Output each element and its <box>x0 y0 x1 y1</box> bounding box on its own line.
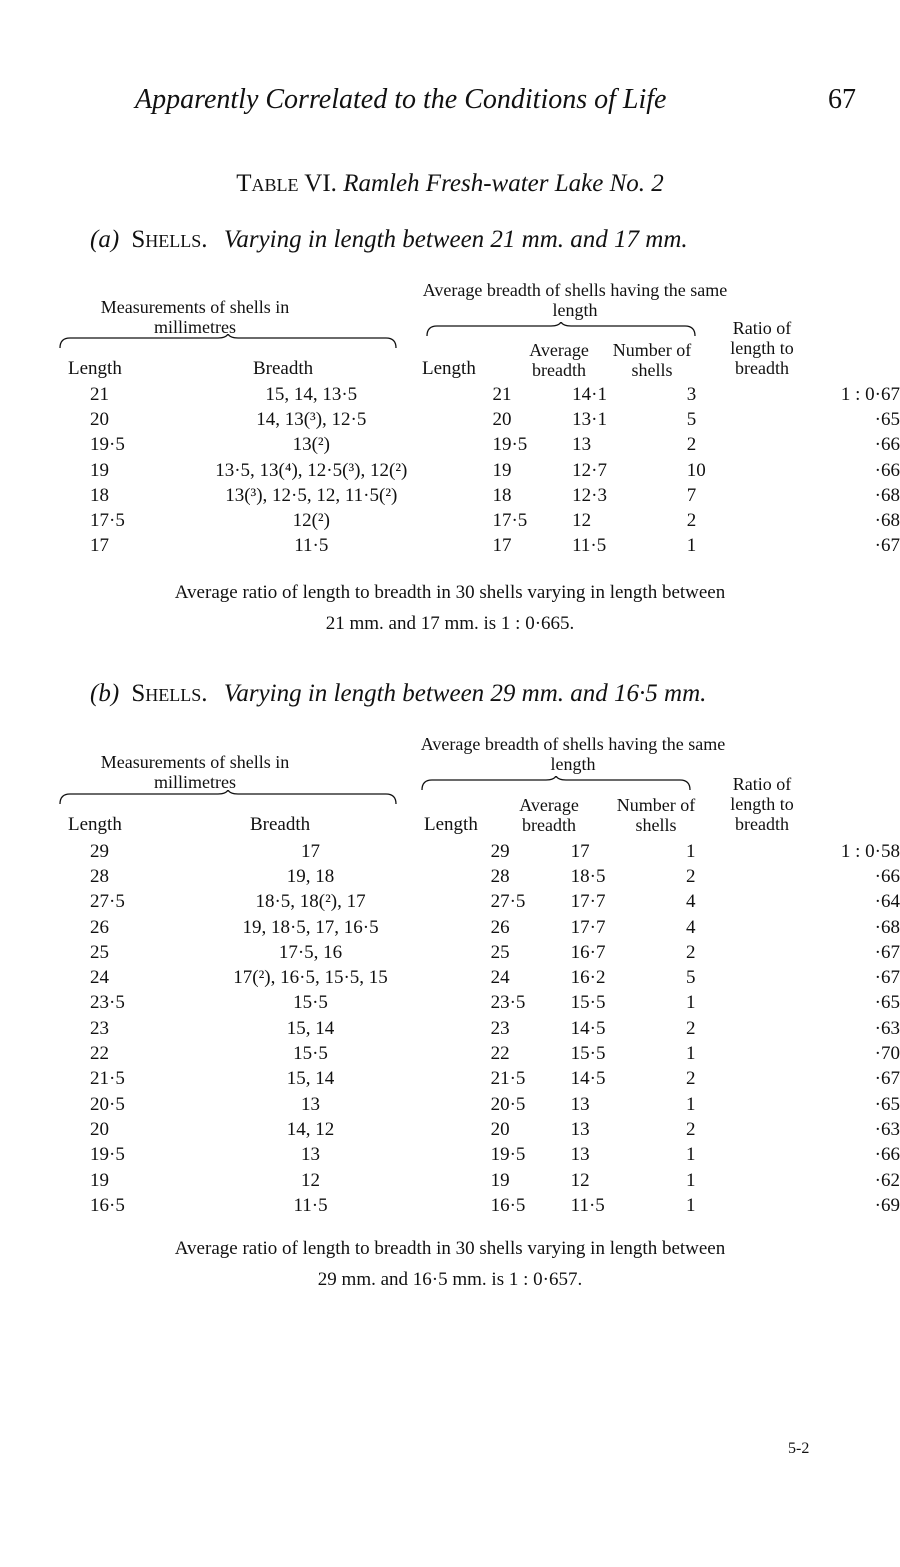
brace-measurements-b <box>58 790 398 806</box>
row-average-breadth: 13 <box>570 1093 590 1115</box>
table-row <box>0 382 900 407</box>
row-length2: 22 <box>490 1043 510 1065</box>
row-number-shells: 2 <box>686 1017 696 1039</box>
row-average-breadth: 13 <box>570 1118 590 1140</box>
row-average-breadth: 12 <box>572 510 592 532</box>
row-breadth: 14, 13(³), 12·5 <box>256 408 367 430</box>
row-length2: 19 <box>492 459 512 481</box>
row-length: 27·5 <box>90 891 125 913</box>
row-breadth: 11·5 <box>293 1194 328 1216</box>
row-average-breadth: 14·5 <box>570 1068 606 1090</box>
row-breadth: 14, 12 <box>286 1118 335 1140</box>
row-breadth: 13·5, 13(⁴), 12·5(³), 12(²) <box>215 459 408 481</box>
average-group-header-a: Average breadth of shells having the same length <box>422 280 728 320</box>
row-length: 17·5 <box>90 510 125 532</box>
table-row <box>0 839 900 864</box>
row-length: 24 <box>90 967 109 989</box>
row-number-shells: 4 <box>686 891 696 913</box>
row-ratio: ·69 <box>874 1194 900 1216</box>
row-length2: 20 <box>490 1118 510 1140</box>
row-average-breadth: 16·7 <box>570 941 606 963</box>
row-average-breadth: 13·1 <box>572 408 607 430</box>
table-row <box>0 915 900 940</box>
row-average-breadth: 14·5 <box>570 1017 606 1039</box>
row-length2: 16·5 <box>490 1194 526 1216</box>
row-ratio: ·66 <box>874 459 900 481</box>
row-length: 29 <box>90 840 109 862</box>
table-name: Ramleh Fresh-water Lake No. 2 <box>343 170 664 197</box>
row-number-shells: 1 <box>686 1169 696 1191</box>
table-row <box>0 864 900 889</box>
row-number-shells: 3 <box>686 383 697 405</box>
row-length: 16·5 <box>90 1194 125 1216</box>
row-length: 22 <box>90 1043 109 1065</box>
table-row <box>0 890 900 915</box>
row-length2: 27·5 <box>490 891 526 913</box>
row-length: 23 <box>90 1017 109 1039</box>
row-number-shells: 1 <box>686 840 696 862</box>
avg-breadth-header-a: Average breadth <box>529 340 589 380</box>
row-length2: 24 <box>490 967 510 989</box>
row-number-shells: 1 <box>686 1144 696 1166</box>
row-ratio: ·70 <box>874 1043 900 1065</box>
row-length: 20 <box>90 408 109 430</box>
row-ratio: 1 : 0·58 <box>840 840 900 862</box>
row-number-shells: 1 <box>686 1043 696 1065</box>
section-b-subtitle: Varying in length between 29 mm. and 16·5 mm. <box>223 680 707 707</box>
row-length2: 21 <box>492 383 512 405</box>
row-number-shells: 2 <box>686 941 696 963</box>
number-shells-header-b: Number of shells <box>616 795 696 835</box>
row-ratio: ·63 <box>874 1017 900 1039</box>
row-length2: 29 <box>490 840 510 862</box>
row-ratio: ·66 <box>874 434 900 456</box>
row-average-breadth: 18·5 <box>570 865 606 887</box>
row-average-breadth: 17·7 <box>570 891 606 913</box>
row-ratio: ·65 <box>874 408 900 430</box>
row-breadth: 18·5, 18(²), 17 <box>255 891 366 913</box>
row-breadth: 17·5, 16 <box>278 941 343 963</box>
section-b-title: Shells. <box>131 680 208 707</box>
table-row <box>0 458 900 483</box>
row-breadth: 17(²), 16·5, 15·5, 15 <box>233 967 388 989</box>
row-breadth: 15·5 <box>293 1043 328 1065</box>
row-average-breadth: 14·1 <box>572 383 607 405</box>
table-row <box>0 1092 900 1117</box>
avg-breadth-header-b: Average breadth <box>519 795 579 835</box>
row-length: 17 <box>90 535 109 557</box>
table-title <box>0 170 900 198</box>
row-length2: 19·5 <box>492 434 528 456</box>
note-b-line2: 29 mm. and 16·5 mm. is 1 : 0·657. <box>317 1269 583 1290</box>
row-ratio: ·68 <box>874 484 900 506</box>
note-a-line1: Average ratio of length to breadth in 30 shells varying in length between <box>174 582 726 603</box>
table-label: Table VI. <box>236 170 337 197</box>
table-row <box>0 483 900 508</box>
row-breadth: 12 <box>301 1169 321 1191</box>
row-breadth: 12(²) <box>292 510 330 532</box>
row-ratio: ·62 <box>874 1169 900 1191</box>
ratio-header-b: Ratio of length to breadth <box>730 774 794 834</box>
row-number-shells: 2 <box>686 510 697 532</box>
row-length2: 23·5 <box>490 992 526 1014</box>
length-header-a: Length <box>68 358 122 379</box>
measurements-header-a: Measurements of shells in millimetres <box>100 297 290 337</box>
table-a <box>0 382 900 559</box>
row-length2: 20·5 <box>490 1093 526 1115</box>
breadth-header-a: Breadth <box>253 358 314 379</box>
table-row <box>0 1117 900 1142</box>
section-a-label: (a) <box>90 226 120 253</box>
row-average-breadth: 13 <box>570 1144 590 1166</box>
row-length: 23·5 <box>90 992 125 1014</box>
table-row <box>0 1041 900 1066</box>
running-head: Apparently Correlated to the Conditions of Life <box>135 84 667 115</box>
table-row <box>0 407 900 432</box>
row-length: 21·5 <box>90 1068 125 1090</box>
row-ratio: ·67 <box>874 535 900 557</box>
table-row <box>0 1168 900 1193</box>
row-ratio: ·66 <box>874 865 900 887</box>
row-length: 19·5 <box>90 1144 125 1166</box>
section-a-note <box>0 577 900 639</box>
note-b-line1: Average ratio of length to breadth in 30 shells varying in length between <box>174 1238 726 1259</box>
row-number-shells: 1 <box>686 1093 696 1115</box>
row-number-shells: 5 <box>686 967 696 989</box>
row-ratio: ·63 <box>874 1118 900 1140</box>
row-breadth: 13 <box>301 1144 321 1166</box>
row-breadth: 17 <box>301 840 321 862</box>
row-length: 26 <box>90 916 109 938</box>
table-row <box>0 1143 900 1168</box>
row-ratio: ·64 <box>874 891 900 913</box>
row-ratio: ·66 <box>874 1144 900 1166</box>
row-breadth: 13(³), 12·5, 12, 11·5(²) <box>225 484 398 506</box>
row-number-shells: 2 <box>686 1118 696 1140</box>
length2-header-b: Length <box>424 814 478 835</box>
table-row <box>0 965 900 990</box>
row-ratio: ·65 <box>874 1093 900 1115</box>
measurements-header-b: Measurements of shells in millimetres <box>100 752 290 792</box>
row-length2: 17·5 <box>492 510 528 532</box>
row-breadth: 11·5 <box>294 535 329 557</box>
row-breadth: 13(²) <box>292 434 330 456</box>
row-number-shells: 10 <box>686 459 706 481</box>
row-length: 19·5 <box>90 434 125 456</box>
row-average-breadth: 13 <box>572 434 592 456</box>
row-ratio: ·67 <box>874 967 900 989</box>
ratio-header-a: Ratio of length to breadth <box>730 318 794 378</box>
row-average-breadth: 12·7 <box>572 459 607 481</box>
row-number-shells: 4 <box>686 916 696 938</box>
row-average-breadth: 17·7 <box>570 916 606 938</box>
row-number-shells: 5 <box>686 408 697 430</box>
row-length2: 20 <box>492 408 512 430</box>
row-length: 19 <box>90 1169 109 1191</box>
row-breadth: 19, 18 <box>286 865 335 887</box>
row-length2: 25 <box>490 941 510 963</box>
breadth-header-b: Breadth <box>250 814 311 835</box>
table-row <box>0 1016 900 1041</box>
table-row <box>0 508 900 533</box>
table-row <box>0 991 900 1016</box>
row-length: 20·5 <box>90 1093 125 1115</box>
table-row <box>0 1193 900 1218</box>
row-average-breadth: 17 <box>570 840 590 862</box>
row-average-breadth: 16·2 <box>570 967 606 989</box>
section-b-note <box>0 1233 900 1295</box>
row-ratio: ·67 <box>874 1068 900 1090</box>
row-length2: 28 <box>490 865 510 887</box>
average-group-header-b: Average breadth of shells having the same length <box>420 734 726 774</box>
row-average-breadth: 11·5 <box>572 535 607 557</box>
row-breadth: 15, 14 <box>286 1068 335 1090</box>
row-number-shells: 1 <box>686 535 697 557</box>
table-row <box>0 433 900 458</box>
row-length: 20 <box>90 1118 109 1140</box>
table-row <box>0 534 900 559</box>
row-average-breadth: 12·3 <box>572 484 607 506</box>
brace-measurements-a <box>58 334 398 350</box>
row-length2: 17 <box>492 535 512 557</box>
row-ratio: ·65 <box>874 992 900 1014</box>
footer-mark: 5-2 <box>788 1440 810 1457</box>
length-header-b: Length <box>68 814 122 835</box>
row-number-shells: 1 <box>686 992 696 1014</box>
row-average-breadth: 15·5 <box>570 992 606 1014</box>
row-length2: 26 <box>490 916 510 938</box>
brace-average-b <box>420 776 692 792</box>
table-row <box>0 940 900 965</box>
note-a-line2: 21 mm. and 17 mm. is 1 : 0·665. <box>325 613 575 634</box>
page-number: 67 <box>828 84 856 115</box>
row-breadth: 15, 14 <box>286 1017 335 1039</box>
row-number-shells: 7 <box>686 484 697 506</box>
row-length: 18 <box>90 484 109 506</box>
section-a-title: Shells. <box>131 226 208 253</box>
row-average-breadth: 12 <box>570 1169 590 1191</box>
row-ratio: 1 : 0·67 <box>840 383 900 405</box>
length2-header-a: Length <box>422 358 476 379</box>
row-breadth: 13 <box>301 1093 321 1115</box>
row-breadth: 15, 14, 13·5 <box>265 383 358 405</box>
row-ratio: ·68 <box>874 510 900 532</box>
row-ratio: ·68 <box>874 916 900 938</box>
table-b <box>0 839 900 1218</box>
table-row <box>0 1067 900 1092</box>
row-breadth: 15·5 <box>293 992 328 1014</box>
row-length: 19 <box>90 459 109 481</box>
row-length: 21 <box>90 383 109 405</box>
row-length2: 23 <box>490 1017 510 1039</box>
row-average-breadth: 11·5 <box>570 1194 605 1216</box>
section-a-heading <box>90 226 688 254</box>
row-length2: 19·5 <box>490 1144 526 1166</box>
row-breadth: 19, 18·5, 17, 16·5 <box>242 916 379 938</box>
row-length2: 19 <box>490 1169 510 1191</box>
row-length2: 18 <box>492 484 512 506</box>
row-number-shells: 2 <box>686 1068 696 1090</box>
row-length: 28 <box>90 865 109 887</box>
row-ratio: ·67 <box>874 941 900 963</box>
section-b-heading <box>90 680 706 708</box>
number-shells-header-a: Number of shells <box>612 340 692 380</box>
section-a-subtitle: Varying in length between 21 mm. and 17 mm. <box>223 226 688 253</box>
section-b-label: (b) <box>90 680 120 707</box>
row-number-shells: 2 <box>686 865 696 887</box>
row-number-shells: 2 <box>686 434 697 456</box>
row-length: 25 <box>90 941 109 963</box>
row-average-breadth: 15·5 <box>570 1043 606 1065</box>
brace-average-a <box>425 322 697 338</box>
row-length2: 21·5 <box>490 1068 526 1090</box>
row-number-shells: 1 <box>686 1194 696 1216</box>
